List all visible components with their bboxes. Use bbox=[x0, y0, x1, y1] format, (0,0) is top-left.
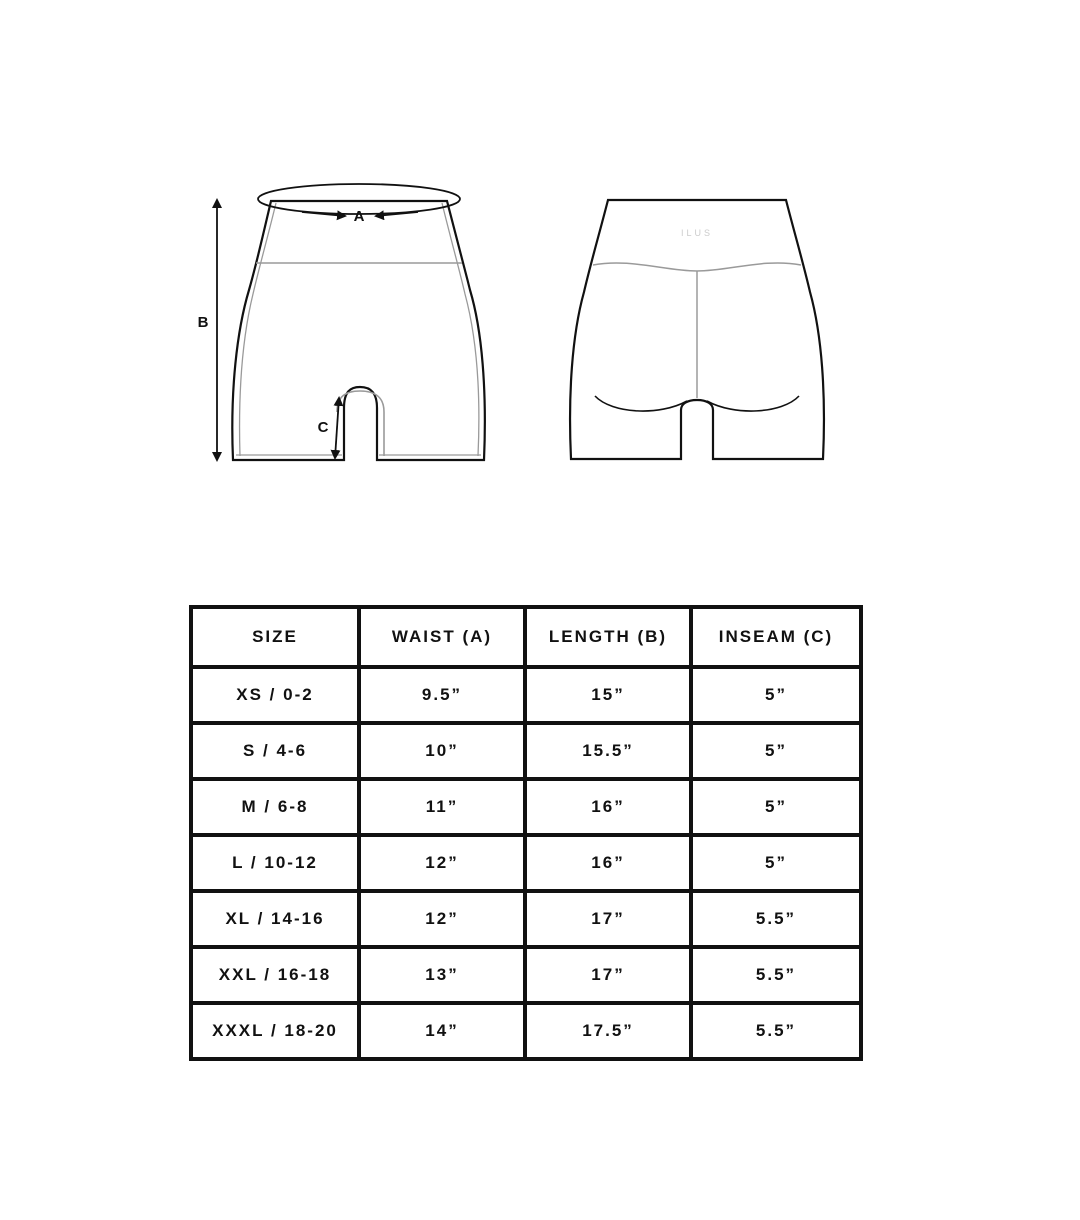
shorts-measurement-diagram bbox=[0, 0, 1080, 520]
back-left-glute-curve bbox=[595, 396, 687, 411]
header-inseam: INSEAM (C) bbox=[691, 607, 861, 667]
cell-size: XXXL / 18-20 bbox=[191, 1003, 359, 1059]
label-a: A bbox=[353, 208, 365, 225]
header-length: LENGTH (B) bbox=[525, 607, 691, 667]
cell-inseam: 5” bbox=[691, 723, 861, 779]
cell-waist: 13” bbox=[359, 947, 525, 1003]
cell-inseam: 5.5” bbox=[691, 1003, 861, 1059]
label-b: B bbox=[197, 314, 209, 331]
cell-size: XS / 0-2 bbox=[191, 667, 359, 723]
cell-inseam: 5.5” bbox=[691, 947, 861, 1003]
cell-length: 17” bbox=[525, 947, 691, 1003]
header-waist: WAIST (A) bbox=[359, 607, 525, 667]
table-row bbox=[191, 723, 861, 779]
inseam-arrow-down bbox=[335, 428, 337, 458]
cell-inseam: 5” bbox=[691, 779, 861, 835]
cell-waist: 9.5” bbox=[359, 667, 525, 723]
cell-length: 15” bbox=[525, 667, 691, 723]
front-right-seam bbox=[442, 203, 479, 456]
cell-size: L / 10-12 bbox=[191, 835, 359, 891]
cell-inseam: 5.5” bbox=[691, 891, 861, 947]
table-row bbox=[191, 667, 861, 723]
front-left-seam bbox=[240, 203, 276, 456]
front-shorts-illustration bbox=[232, 184, 485, 460]
label-c: C bbox=[317, 419, 329, 436]
cell-waist: 10” bbox=[359, 723, 525, 779]
cell-length: 17” bbox=[525, 891, 691, 947]
inseam-arrow-up bbox=[337, 398, 339, 428]
table-row bbox=[191, 779, 861, 835]
cell-size: S / 4-6 bbox=[191, 723, 359, 779]
back-right-glute-curve bbox=[707, 396, 799, 411]
cell-waist: 11” bbox=[359, 779, 525, 835]
measurement-annotations bbox=[198, 200, 418, 460]
cell-inseam: 5” bbox=[691, 835, 861, 891]
table-row bbox=[191, 891, 861, 947]
table-row bbox=[191, 947, 861, 1003]
cell-length: 16” bbox=[525, 779, 691, 835]
cell-waist: 12” bbox=[359, 835, 525, 891]
header-size: SIZE bbox=[191, 607, 359, 667]
table-row bbox=[191, 835, 861, 891]
cell-inseam: 5” bbox=[691, 667, 861, 723]
cell-length: 15.5” bbox=[525, 723, 691, 779]
cell-size: XXL / 16-18 bbox=[191, 947, 359, 1003]
back-shorts-illustration bbox=[570, 200, 824, 459]
cell-size: M / 6-8 bbox=[191, 779, 359, 835]
cell-size: XL / 14-16 bbox=[191, 891, 359, 947]
back-waistband-seam bbox=[593, 263, 801, 271]
cell-length: 17.5” bbox=[525, 1003, 691, 1059]
cell-waist: 12” bbox=[359, 891, 525, 947]
brand-mark: ILUS bbox=[680, 228, 714, 238]
table-row bbox=[191, 1003, 861, 1059]
cell-length: 16” bbox=[525, 835, 691, 891]
size-chart-table bbox=[189, 605, 863, 1061]
table-header-row bbox=[191, 607, 861, 667]
front-shorts-outline bbox=[232, 201, 485, 460]
cell-waist: 14” bbox=[359, 1003, 525, 1059]
